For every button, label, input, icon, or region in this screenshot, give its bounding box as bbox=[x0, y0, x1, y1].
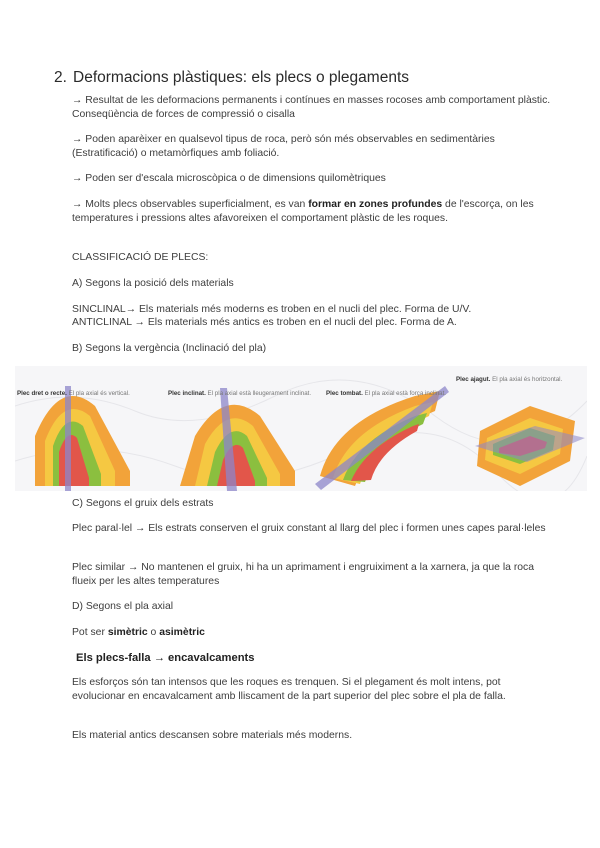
section-d-title: D) Segons el pla axial bbox=[72, 601, 174, 612]
anticlinal-text: ANTICLINAL → Els materials més antics es troben en el nucli del plec. Forma de A. bbox=[72, 317, 457, 328]
parallel-fold-text: Plec paral·lel → Els estrats conserven el gruix constant al llarg del plec i formen unes capes paral·leles bbox=[72, 523, 546, 534]
fold-illustrations bbox=[15, 366, 587, 491]
section-heading bbox=[54, 69, 409, 87]
caption-overturned-text: El pla axial està força inclinat. bbox=[362, 390, 447, 397]
axial-text-pre: Pot ser bbox=[72, 627, 108, 638]
fold-types-figure bbox=[15, 366, 587, 491]
caption-inclined bbox=[168, 390, 333, 398]
caption-upright-bold: Plec dret o recte. bbox=[17, 390, 67, 397]
fault-fold-heading: Els plecs-falla → encavalcaments bbox=[76, 652, 255, 664]
caption-recumbent-bold: Plec ajagut. bbox=[456, 376, 491, 383]
caption-overturned-bold: Plec tombat. bbox=[326, 390, 363, 397]
overturned-fold-icon bbox=[315, 386, 449, 490]
depth-text-post: de l'escorça, on les temperatures i pressions altes afavoreixen el comportament plàstic de les roques. bbox=[72, 199, 534, 224]
axial-plane-text bbox=[72, 626, 552, 640]
heading-title: Deformacions plàstiques: els plecs o plegaments bbox=[73, 69, 410, 86]
axial-text-mid: o bbox=[147, 627, 160, 638]
classification-title: CLASSIFICACIÓ DE PLECS: bbox=[72, 252, 209, 263]
inclined-fold-icon bbox=[180, 388, 295, 491]
heading-number: 2. bbox=[54, 69, 67, 86]
caption-upright-text: El pla axial és vertical. bbox=[66, 390, 130, 397]
similar-fold-text: Plec similar → No mantenen el gruix, hi ha un aprimament i engruiximent a la xarnera, ja que la roca flueix per les altes temperatures bbox=[72, 562, 535, 587]
paragraph-depth bbox=[72, 198, 552, 225]
upright-fold-icon bbox=[35, 386, 130, 491]
fault-fold-text: Els esforços són tan intensos que les roques es trenquen. Si el plegament és molt intens, pot evolucionar en encavalcament amb lliscament de la part superior del plec sobre el pla de falla. bbox=[72, 677, 506, 702]
depth-text-bold: formar en zones profundes bbox=[308, 199, 443, 210]
paragraph-scale: → Poden ser d'escala microscòpica o de dimensions quilomètriques bbox=[72, 173, 386, 184]
axial-text-asymmetric: asimètric bbox=[159, 627, 205, 638]
section-c-title: C) Segons el gruix dels estrats bbox=[72, 498, 214, 509]
sinclinal-text: SINCLINAL→ Els materials més moderns es troben en el nucli del plec. Forma de U/V. bbox=[72, 304, 472, 315]
paragraph-rocks: → Poden aparèixer en qualsevol tipus de roca, però són més observables en sedimentàries (Estratificació) o metamòrfiques amb foliació. bbox=[72, 134, 495, 159]
caption-recumbent-text: El pla axial és horitzontal. bbox=[490, 376, 563, 383]
depth-text-pre: → Molts plecs observables superficialment, es van bbox=[72, 199, 309, 210]
caption-inclined-text: El pla axial està lleugerament inclinat. bbox=[205, 390, 312, 397]
section-a-title: A) Segons la posició dels materials bbox=[72, 278, 234, 289]
axial-text-symmetric: simètric bbox=[107, 627, 148, 638]
caption-overturned bbox=[326, 390, 456, 398]
caption-upright bbox=[17, 390, 167, 398]
caption-inclined-bold: Plec inclinat. bbox=[168, 390, 206, 397]
caption-recumbent bbox=[456, 376, 586, 384]
old-materials-text: Els material antics descansen sobre materials més moderns. bbox=[72, 730, 353, 741]
paragraph-result: → Resultat de les deformacions permanents i contínues en masses rocoses amb comportament plàstic. Conseqüència de forces de compressió o cisalla bbox=[72, 95, 551, 120]
section-b-title: B) Segons la vergència (Inclinació del pla) bbox=[72, 343, 267, 354]
